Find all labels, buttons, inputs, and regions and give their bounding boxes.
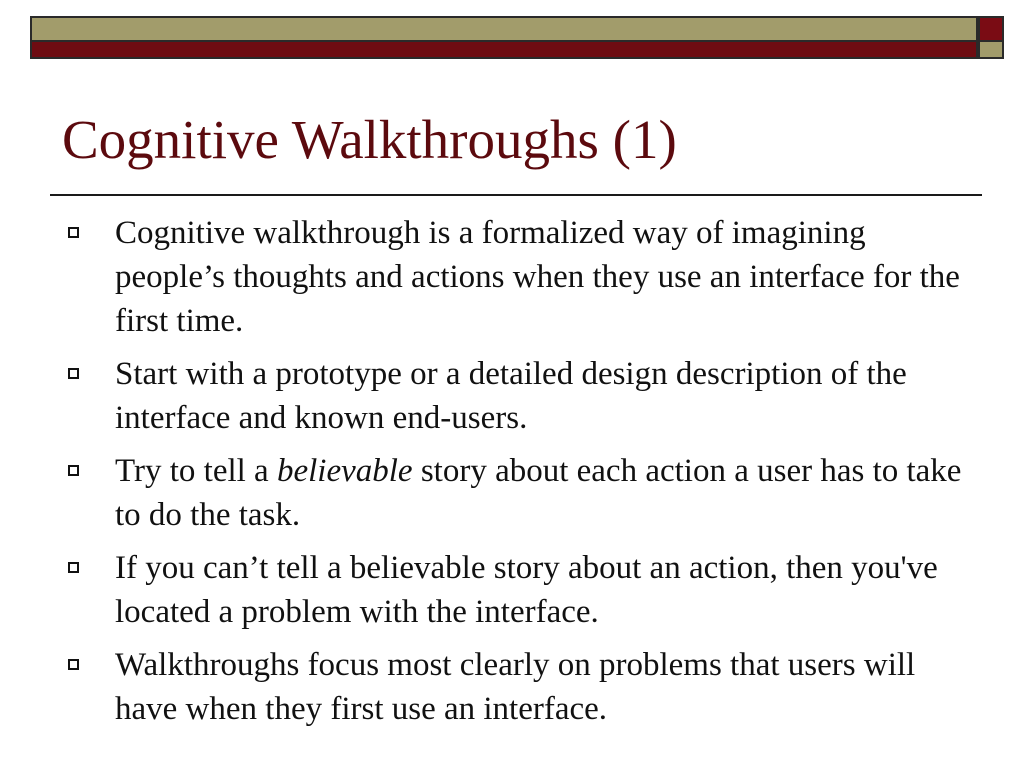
bullet-text: Cognitive walkthrough is a formalized way of imagining people’s thoughts and actions when they use an interface for the first time. (115, 215, 960, 339)
hollow-square-icon (68, 659, 79, 670)
header-maroon-square (978, 16, 1004, 42)
bullet-text: If you can’t tell a believable story about an action, then you've located a problem with the interface. (115, 550, 938, 630)
bullet-text-after: story about each action a user has to take to do the task. (115, 453, 962, 533)
bullet-emphasis: believable (276, 453, 413, 489)
hollow-square-icon (68, 368, 79, 379)
bullet-text: Start with a prototype or a detailed design description of the interface and known end-users. (115, 356, 907, 436)
bullet-item (68, 449, 968, 537)
bullet-item (68, 211, 968, 343)
title-divider (50, 194, 982, 196)
header-olive-bar (30, 16, 978, 42)
hollow-square-icon (68, 227, 79, 238)
header-olive-square (978, 42, 1004, 59)
bullet-text-before: Try to tell a (115, 453, 277, 489)
hollow-square-icon (68, 465, 79, 476)
bullet-text (115, 453, 961, 533)
bullet-list (68, 211, 968, 740)
hollow-square-icon (68, 562, 79, 573)
bullet-text: Walkthroughs focus most clearly on problems that users will have when they first use an interface. (115, 647, 916, 727)
bullet-item (68, 643, 968, 731)
bullet-item (68, 546, 968, 634)
header-maroon-bar (30, 42, 978, 59)
bullet-item (68, 352, 968, 440)
slide-title: Cognitive Walkthroughs (1) (62, 109, 677, 170)
